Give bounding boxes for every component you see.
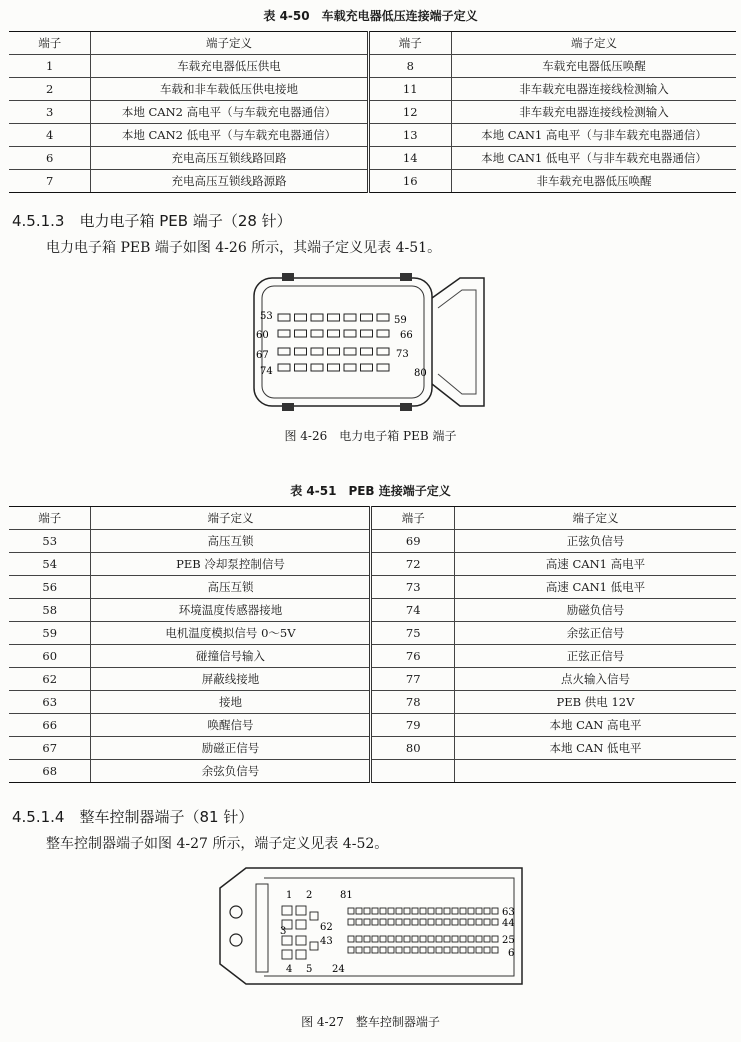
pin-socket	[396, 947, 402, 953]
pin-socket	[404, 947, 410, 953]
terminal-number-cell: 56	[9, 576, 91, 599]
pin-label: 81	[340, 890, 353, 901]
terminal-number-cell: 60	[9, 645, 91, 668]
pin-socket	[428, 919, 434, 925]
pin-socket	[412, 908, 418, 914]
pin-socket	[436, 936, 442, 942]
locking-lever-inner	[438, 290, 476, 394]
pin-socket	[420, 947, 426, 953]
terminal-definition-cell: 非车载充电器低压唤醒	[451, 170, 736, 193]
terminal-definition-cell: 接地	[91, 691, 371, 714]
pin-label: 43	[320, 936, 333, 947]
pin-socket	[311, 364, 323, 371]
table-row	[9, 737, 736, 760]
terminal-number-cell: 78	[371, 691, 454, 714]
terminal-number-cell: 74	[371, 599, 454, 622]
pin-socket	[344, 348, 356, 355]
pin-socket	[428, 908, 434, 914]
pin-socket	[484, 936, 490, 942]
pin-socket	[444, 947, 450, 953]
pin-socket	[492, 947, 498, 953]
pin-socket	[356, 919, 362, 925]
terminal-definition-cell: 环境温度传感器接地	[91, 599, 371, 622]
pin-socket	[452, 919, 458, 925]
table-row	[9, 170, 736, 193]
pin-socket	[444, 919, 450, 925]
terminal-number-cell: 66	[9, 714, 91, 737]
pin-socket	[444, 908, 450, 914]
pin-socket	[296, 906, 306, 915]
pin-socket	[420, 936, 426, 942]
pin-socket	[404, 919, 410, 925]
table-row	[9, 714, 736, 737]
pin-socket	[372, 947, 378, 953]
mounting-hole	[230, 906, 242, 918]
pin-socket	[328, 314, 340, 321]
terminal-number-cell: 73	[371, 576, 454, 599]
pin-socket	[436, 919, 442, 925]
pin-label: 80	[414, 368, 427, 379]
pin-socket	[344, 364, 356, 371]
pin-socket	[396, 936, 402, 942]
table-header-row	[9, 32, 736, 55]
pin-socket	[460, 947, 466, 953]
pin-socket	[428, 947, 434, 953]
pin-label: 25	[502, 935, 515, 946]
pin-socket	[460, 919, 466, 925]
pin-socket	[388, 919, 394, 925]
pin-socket	[295, 330, 307, 337]
terminal-number-cell: 67	[9, 737, 91, 760]
terminal-number-cell: 11	[368, 78, 451, 101]
pin-socket	[295, 314, 307, 321]
pin-socket	[344, 330, 356, 337]
terminal-number-cell: 14	[368, 147, 451, 170]
terminal-definition-cell: 碰撞信号输入	[91, 645, 371, 668]
terminal-definition-cell: PEB 冷却泵控制信号	[91, 553, 371, 576]
pin-socket	[420, 919, 426, 925]
pin-socket	[412, 919, 418, 925]
pin-socket	[436, 908, 442, 914]
terminal-number-cell: 76	[371, 645, 454, 668]
terminal-number-cell: 4	[9, 124, 91, 147]
table-row	[9, 78, 736, 101]
pin-socket	[452, 947, 458, 953]
pin-grid	[282, 906, 498, 959]
pin-socket	[468, 936, 474, 942]
pin-socket	[311, 314, 323, 321]
table-row	[9, 101, 736, 124]
header-cell: 端子定义	[451, 32, 736, 55]
terminal-number-cell: 2	[9, 78, 91, 101]
pin-socket	[364, 919, 370, 925]
pin-socket	[492, 936, 498, 942]
figure-27-caption: 图 4-27 整车控制器端子	[301, 1015, 440, 1029]
pin-socket	[278, 314, 290, 321]
terminal-number-cell: 75	[371, 622, 454, 645]
terminal-definition-cell: 电机温度模拟信号 0～5V	[91, 622, 371, 645]
terminal-number-cell: 53	[9, 530, 91, 553]
pin-socket	[364, 908, 370, 914]
peb-connector-diagram	[248, 266, 498, 416]
table-header-row	[9, 507, 736, 530]
terminal-number-cell: 80	[371, 737, 454, 760]
pin-label: 66	[400, 330, 413, 341]
pin-label: 2	[306, 890, 313, 901]
pin-socket	[396, 919, 402, 925]
terminal-number-cell: 58	[9, 599, 91, 622]
terminal-definition-cell: 屏蔽线接地	[91, 668, 371, 691]
pin-socket	[310, 942, 318, 950]
pin-label: 60	[256, 330, 269, 341]
pin-label: 53	[260, 311, 273, 322]
table-row	[9, 645, 736, 668]
terminal-definition-cell: 车载和非车载低压供电接地	[91, 78, 368, 101]
terminal-number-cell: 62	[9, 668, 91, 691]
terminal-number-cell: 63	[9, 691, 91, 714]
pin-socket	[476, 936, 482, 942]
pin-label: 74	[260, 366, 273, 377]
pin-socket	[476, 908, 482, 914]
pin-socket	[412, 936, 418, 942]
pin-socket	[404, 936, 410, 942]
terminal-definition-cell: 唤醒信号	[91, 714, 371, 737]
connector-outer-body	[254, 278, 432, 406]
vcu-connector-diagram	[216, 864, 536, 992]
table-row	[9, 599, 736, 622]
pin-socket	[396, 908, 402, 914]
pin-socket	[444, 936, 450, 942]
pin-socket	[468, 908, 474, 914]
pin-socket	[377, 364, 389, 371]
pin-socket	[476, 947, 482, 953]
terminal-definition-cell: 本地 CAN1 高电平（与非车载充电器通信）	[451, 124, 736, 147]
pin-label: 67	[256, 350, 269, 361]
header-cell: 端子定义	[91, 32, 368, 55]
pin-socket	[361, 314, 373, 321]
pin-socket	[412, 947, 418, 953]
terminal-definition-cell: 励磁正信号	[91, 737, 371, 760]
table-row	[9, 55, 736, 78]
table-row	[9, 760, 736, 783]
pin-label: 62	[320, 922, 333, 933]
terminal-number-cell: 77	[371, 668, 454, 691]
terminal-number-cell	[371, 760, 454, 783]
section-heading-peb: 4.5.1.3 电力电子箱 PEB 端子（28 针）	[12, 212, 292, 230]
terminal-number-cell: 59	[9, 622, 91, 645]
pin-socket	[348, 947, 354, 953]
table-51	[9, 506, 736, 783]
pin-socket	[296, 920, 306, 929]
pin-socket	[372, 919, 378, 925]
table-row	[9, 124, 736, 147]
terminal-number-cell: 69	[371, 530, 454, 553]
pin-label: 5	[306, 964, 313, 975]
latch-tab	[400, 273, 412, 281]
pin-socket	[282, 936, 292, 945]
table-row	[9, 691, 736, 714]
figure-26-caption: 图 4-26 电力电子箱 PEB 端子	[284, 429, 457, 443]
terminal-definition-cell: 余弦正信号	[454, 622, 736, 645]
pin-socket	[380, 947, 386, 953]
terminal-definition-cell: 余弦负信号	[91, 760, 371, 783]
pin-socket	[356, 947, 362, 953]
table-row	[9, 147, 736, 170]
pin-socket	[295, 364, 307, 371]
pin-socket	[364, 947, 370, 953]
table-50	[9, 31, 736, 193]
pin-socket	[460, 908, 466, 914]
terminal-number-cell: 8	[368, 55, 451, 78]
header-cell: 端子定义	[454, 507, 736, 530]
pin-socket	[372, 908, 378, 914]
terminal-definition-cell: 高压互锁	[91, 576, 371, 599]
terminal-definition-cell: 非车载充电器连接线检测输入	[451, 101, 736, 124]
pin-socket	[361, 364, 373, 371]
pin-socket	[377, 314, 389, 321]
pin-socket	[278, 330, 290, 337]
pin-socket	[356, 908, 362, 914]
terminal-number-cell: 79	[371, 714, 454, 737]
terminal-definition-cell: 本地 CAN2 低电平（与车载充电器通信）	[91, 124, 368, 147]
terminal-number-cell: 7	[9, 170, 91, 193]
pin-label: 4	[286, 964, 293, 975]
terminal-definition-cell: 本地 CAN1 低电平（与非车载充电器通信）	[451, 147, 736, 170]
pin-socket	[328, 330, 340, 337]
terminal-number-cell: 6	[9, 147, 91, 170]
pin-socket	[452, 908, 458, 914]
pin-label: 1	[286, 890, 293, 901]
pin-socket	[492, 908, 498, 914]
pin-label: 3	[280, 926, 287, 937]
pin-socket	[296, 936, 306, 945]
pin-socket	[361, 330, 373, 337]
section-paragraph-vcu: 整车控制器端子如图 4-27 所示，端子定义见表 4-52。	[46, 836, 389, 852]
pin-label: 44	[502, 918, 515, 929]
terminal-definition-cell: 本地 CAN 高电平	[454, 714, 736, 737]
terminal-number-cell: 54	[9, 553, 91, 576]
pin-label: 63	[502, 907, 515, 918]
table-row	[9, 622, 736, 645]
pin-label: 6	[508, 948, 515, 959]
pin-label: 73	[396, 349, 409, 360]
pin-socket	[377, 330, 389, 337]
terminal-definition-cell: 充电高压互锁线路回路	[91, 147, 368, 170]
pin-socket	[388, 936, 394, 942]
pin-socket	[388, 947, 394, 953]
pin-socket	[328, 348, 340, 355]
terminal-definition-cell: 励磁负信号	[454, 599, 736, 622]
pin-socket	[468, 919, 474, 925]
pin-socket	[278, 364, 290, 371]
terminal-definition-cell: 本地 CAN2 高电平（与车载充电器通信）	[91, 101, 368, 124]
pin-socket	[428, 936, 434, 942]
table-50-caption: 表 4-50 车载充电器低压连接端子定义	[263, 9, 478, 23]
pin-socket	[361, 348, 373, 355]
pin-socket	[282, 950, 292, 959]
pin-socket	[364, 936, 370, 942]
table-row	[9, 576, 736, 599]
pin-socket	[278, 348, 290, 355]
pin-socket	[404, 908, 410, 914]
section-paragraph-peb: 电力电子箱 PEB 端子如图 4-26 所示，其端子定义见表 4-51。	[46, 240, 442, 256]
latch-tab	[282, 403, 294, 411]
terminal-definition-cell: PEB 供电 12V	[454, 691, 736, 714]
header-cell: 端子	[9, 507, 91, 530]
terminal-number-cell: 12	[368, 101, 451, 124]
pin-socket	[348, 908, 354, 914]
terminal-number-cell: 1	[9, 55, 91, 78]
pin-socket	[328, 364, 340, 371]
pin-socket	[344, 314, 356, 321]
terminal-number-cell: 3	[9, 101, 91, 124]
terminal-number-cell: 13	[368, 124, 451, 147]
pin-socket	[311, 348, 323, 355]
terminal-definition-cell	[454, 760, 736, 783]
pin-socket	[476, 919, 482, 925]
terminal-definition-cell: 高速 CAN1 低电平	[454, 576, 736, 599]
pin-grid	[278, 314, 389, 371]
terminal-number-cell: 68	[9, 760, 91, 783]
table-row	[9, 530, 736, 553]
terminal-definition-cell: 点火输入信号	[454, 668, 736, 691]
connector-outer-body	[220, 868, 522, 984]
terminal-definition-cell: 正弦正信号	[454, 645, 736, 668]
header-cell: 端子	[371, 507, 454, 530]
pin-socket	[295, 348, 307, 355]
terminal-definition-cell: 高压互锁	[91, 530, 371, 553]
pin-socket	[420, 908, 426, 914]
terminal-definition-cell: 充电高压互锁线路源路	[91, 170, 368, 193]
pin-socket	[356, 936, 362, 942]
pin-socket	[310, 912, 318, 920]
pin-socket	[380, 936, 386, 942]
pin-socket	[311, 330, 323, 337]
pin-socket	[348, 936, 354, 942]
header-cell: 端子	[368, 32, 451, 55]
terminal-definition-cell: 非车载充电器连接线检测输入	[451, 78, 736, 101]
pin-socket	[377, 348, 389, 355]
section-heading-vcu: 4.5.1.4 整车控制器端子（81 针）	[12, 808, 254, 826]
pin-socket	[436, 947, 442, 953]
pin-socket	[460, 936, 466, 942]
pin-label: 59	[394, 315, 407, 326]
header-cell: 端子定义	[91, 507, 371, 530]
pin-socket	[484, 908, 490, 914]
connector-inner-body	[264, 878, 514, 976]
pin-socket	[282, 906, 292, 915]
table-row	[9, 668, 736, 691]
latch-tab	[282, 273, 294, 281]
latch-tab	[400, 403, 412, 411]
terminal-number-cell: 72	[371, 553, 454, 576]
pin-socket	[468, 947, 474, 953]
pin-label: 24	[332, 964, 345, 975]
pin-socket	[380, 908, 386, 914]
pin-socket	[388, 908, 394, 914]
terminal-definition-cell: 高速 CAN1 高电平	[454, 553, 736, 576]
table-51-caption: 表 4-51 PEB 连接端子定义	[290, 484, 451, 498]
terminal-definition-cell: 正弦负信号	[454, 530, 736, 553]
terminal-definition-cell: 车载充电器低压供电	[91, 55, 368, 78]
header-cell: 端子	[9, 32, 91, 55]
pin-socket	[296, 950, 306, 959]
terminal-definition-cell: 车载充电器低压唤醒	[451, 55, 736, 78]
connector-side-rail	[256, 884, 268, 972]
pin-socket	[484, 947, 490, 953]
pin-socket	[452, 936, 458, 942]
terminal-definition-cell: 本地 CAN 低电平	[454, 737, 736, 760]
pin-socket	[380, 919, 386, 925]
table-row	[9, 553, 736, 576]
terminal-number-cell: 16	[368, 170, 451, 193]
pin-socket	[492, 919, 498, 925]
connector-inner-body	[262, 286, 424, 398]
mounting-hole	[230, 934, 242, 946]
pin-socket	[348, 919, 354, 925]
pin-socket	[484, 919, 490, 925]
pin-socket	[372, 936, 378, 942]
